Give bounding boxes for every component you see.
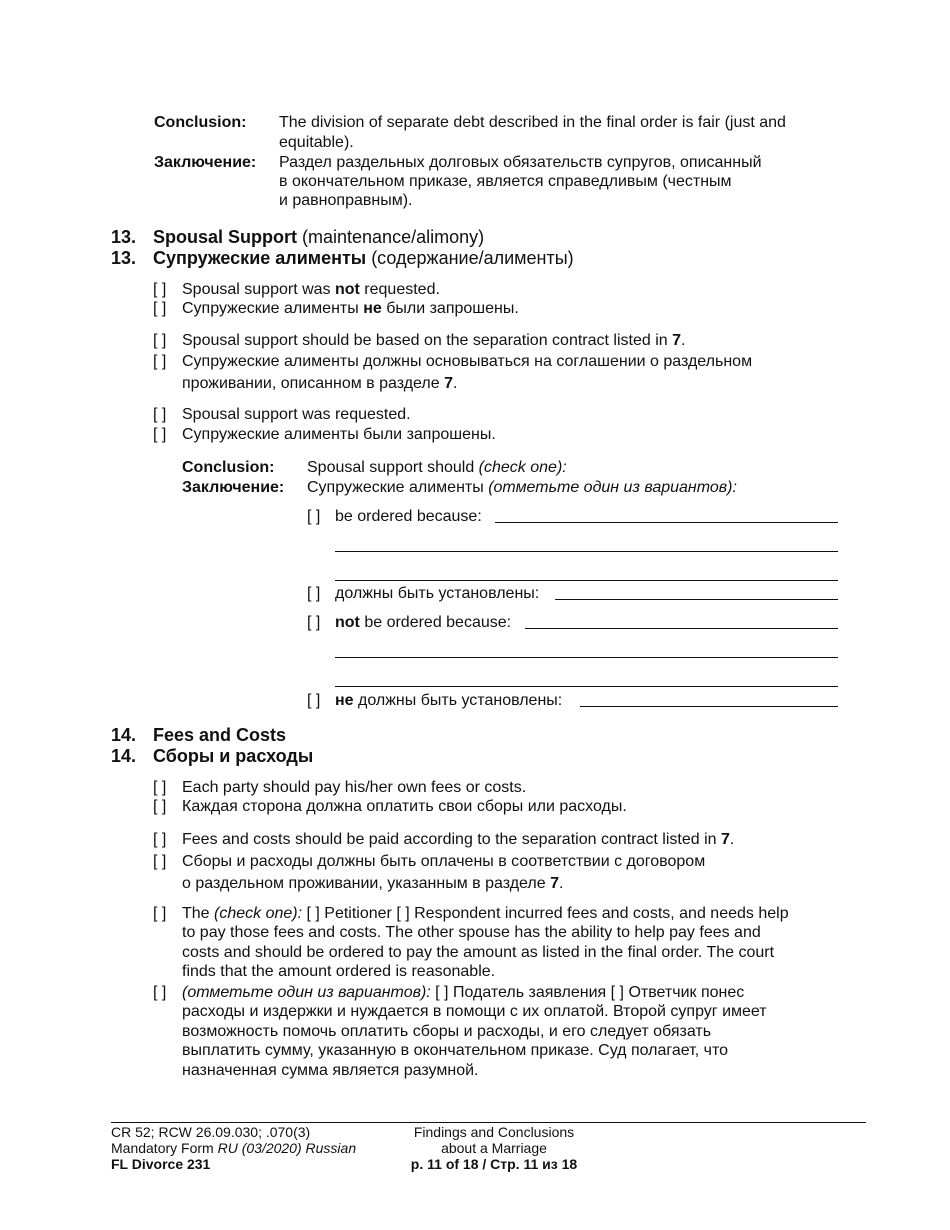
conclusion-13-label-en: Conclusion: [182, 459, 275, 476]
section-13-title-ru-bold: Супружеские алименты [153, 248, 367, 268]
option-14-incurred-fees-ru-3: возможность помочь оплатить сборы и расходы, и его следует обязать [182, 1023, 712, 1040]
t: . [729, 831, 735, 848]
t-italic: (check one): [478, 459, 567, 476]
checkbox-14-separation-contract-ru[interactable]: [ ] [153, 853, 167, 870]
t-bold: 7 [444, 375, 453, 392]
footer-page-number: p. 11 of 18 / Стр. 11 из 18 [410, 1156, 578, 1172]
t: Spousal support was [182, 281, 335, 298]
section-13-title-en-paren: (maintenance/alimony) [302, 227, 485, 247]
option-14-incurred-fees-en-4: finds that the amount ordered is reasonable. [182, 963, 496, 980]
section-13-title-ru [153, 249, 574, 268]
footer-form-version [111, 1140, 356, 1156]
section-13-title-ru-paren: (содержание/алименты) [371, 248, 574, 268]
blank-13-be-ordered-3[interactable] [335, 580, 838, 581]
section-13-number-ru: 13. [111, 248, 137, 268]
conclusion-13-text-en [307, 458, 567, 477]
t: Супружеские алименты [182, 300, 364, 317]
option-13-separation-contract-ru-1: Супружеские алименты должны основываться на соглашении о раздельном [182, 353, 753, 370]
t-bold: 7 [550, 875, 559, 892]
option-14-separation-contract-ru-2 [182, 874, 563, 893]
t: о раздельном проживании, указанным в разделе [182, 875, 551, 892]
conclusion-13-text-ru [307, 478, 737, 497]
checkbox-14-incurred-fees-en[interactable]: [ ] [153, 905, 167, 922]
t: Mandatory Form [111, 1140, 218, 1156]
checkbox-13-be-ordered-ru[interactable]: [ ] [307, 585, 321, 602]
t: проживании, описанном в разделе [182, 375, 445, 392]
section-14-title-en: Fees and Costs [153, 725, 287, 745]
t: Супружеские алименты [307, 479, 489, 496]
option-14-own-fees-ru: Каждая сторона должна оплатить свои сборы или расходы. [182, 798, 627, 815]
option-14-incurred-fees-en-1 [182, 904, 789, 923]
t-bold: не [335, 692, 354, 709]
checkbox-13-be-ordered-en[interactable]: [ ] [307, 508, 321, 525]
label-13-be-ordered-ru: должны быть установлены: [335, 585, 540, 602]
blank-13-be-ordered-2[interactable] [335, 551, 838, 552]
t-bold: не [363, 300, 382, 317]
checkbox-13-not-ordered-ru[interactable]: [ ] [307, 692, 321, 709]
footer-title-2: about a Marriage [441, 1140, 547, 1156]
option-14-incurred-fees-ru-4: выплатить сумму, указанную в окончательном приказе. Суд полагает, что [182, 1042, 728, 1059]
option-13-separation-contract-ru-2 [182, 374, 457, 393]
conclusion-text-ru-3: и равноправным). [279, 192, 413, 209]
conclusion-text-ru-1: Раздел раздельных долговых обязательств супругов, описанный [279, 154, 762, 171]
option-14-incurred-fees-ru-1 [182, 983, 744, 1002]
blank-13-be-ordered-1[interactable] [495, 522, 838, 523]
section-14-number-en: 14. [111, 725, 137, 745]
footer-divider [111, 1122, 866, 1123]
checkbox-14-separation-contract-en[interactable]: [ ] [153, 831, 167, 848]
option-14-separation-contract-ru-1: Сборы и расходы должны быть оплачены в соответствии с договором [182, 853, 706, 870]
t: Spousal support should [307, 459, 479, 476]
t-italic: (отметьте один из вариантов): [182, 984, 431, 1001]
section-13-number-en: 13. [111, 227, 137, 247]
conclusion-text-en-1: The division of separate debt described in the final order is fair (just and [279, 114, 786, 131]
section-13-title-en-bold: Spousal Support [153, 227, 297, 247]
conclusion-label-en: Conclusion: [154, 114, 247, 131]
t: [ ] Податель заявления [ ] Ответчик понес [430, 984, 745, 1001]
section-14-number-ru: 14. [111, 746, 137, 766]
t-italic: (check one): [214, 905, 303, 922]
blank-13-not-ordered-2[interactable] [335, 657, 838, 658]
checkbox-13-not-ordered-en[interactable]: [ ] [307, 614, 321, 631]
t-italic: RU (03/2020) Russian [217, 1140, 357, 1156]
conclusion-text-en-2: equitable). [279, 134, 354, 151]
option-13-requested-en: Spousal support was requested. [182, 406, 411, 423]
blank-13-not-ordered-3[interactable] [335, 686, 838, 687]
t-bold: 7 [721, 831, 730, 848]
t: Fees and costs should be paid according to the separation contract listed in [182, 831, 721, 848]
checkbox-14-own-fees-ru[interactable]: [ ] [153, 798, 167, 815]
footer-citation: CR 52; RCW 26.09.030; .070(3) [111, 1124, 311, 1140]
checkbox-13-requested-ru[interactable]: [ ] [153, 426, 167, 443]
checkbox-14-incurred-fees-ru[interactable]: [ ] [153, 984, 167, 1001]
checkbox-13-not-requested-ru[interactable]: [ ] [153, 300, 167, 317]
option-13-not-requested-ru [182, 299, 519, 318]
t-bold: 7 [672, 332, 682, 349]
option-14-own-fees-en: Each party should pay his/her own fees or costs. [182, 779, 527, 796]
blank-13-not-ordered-ru[interactable] [580, 706, 838, 707]
checkbox-13-requested-en[interactable]: [ ] [153, 406, 167, 423]
option-14-incurred-fees-en-2: to pay those fees and costs. The other spouse has the ability to help pay fees and [182, 924, 761, 941]
checkbox-13-separation-contract-ru[interactable]: [ ] [153, 353, 167, 370]
checkbox-13-not-requested-en[interactable]: [ ] [153, 281, 167, 298]
t-bold: not [334, 281, 360, 298]
t: . [559, 875, 564, 892]
t: be ordered because: [359, 614, 512, 631]
t: [ ] Petitioner [ ] Respondent incurred fees and costs, and needs help [302, 905, 789, 922]
t: . [681, 332, 686, 349]
conclusion-text-ru-2: в окончательном приказе, является справедливым (честным [279, 173, 732, 190]
option-13-separation-contract-en [182, 331, 685, 350]
blank-13-not-ordered-1[interactable] [525, 628, 838, 629]
footer-title-1: Findings and Conclusions [413, 1124, 575, 1140]
t: Spousal support should be based on the separation contract listed in [182, 332, 673, 349]
checkbox-13-separation-contract-en[interactable]: [ ] [153, 332, 167, 349]
section-13-title-en [153, 228, 484, 247]
option-14-separation-contract-en [182, 830, 734, 849]
option-13-not-requested-en [182, 280, 440, 299]
t: requested. [359, 281, 440, 298]
t: должны быть установлены: [353, 692, 563, 709]
option-14-incurred-fees-ru-5: назначенная сумма является разумной. [182, 1062, 479, 1079]
blank-13-be-ordered-ru[interactable] [555, 599, 838, 600]
t-italic: (отметьте один из вариантов): [488, 479, 737, 496]
label-13-not-ordered-en [335, 613, 511, 632]
footer-form-id: FL Divorce 231 [111, 1156, 211, 1172]
t: . [453, 375, 458, 392]
option-14-incurred-fees-en-3: costs and should be ordered to pay the amount as listed in the final order. The court [182, 944, 775, 961]
section-14-title-ru: Сборы и расходы [153, 746, 314, 766]
label-13-not-ordered-ru [335, 691, 562, 710]
option-14-incurred-fees-ru-2: расходы и издержки и нуждается в помощи с их оплатой. Второй супруг имеет [182, 1003, 767, 1020]
t: The [182, 905, 215, 922]
conclusion-label-ru: Заключение: [154, 154, 257, 171]
checkbox-14-own-fees-en[interactable]: [ ] [153, 779, 167, 796]
t: были запрошены. [381, 300, 519, 317]
option-13-requested-ru: Супружеские алименты были запрошены. [182, 426, 496, 443]
conclusion-13-label-ru: Заключение: [182, 479, 285, 496]
label-13-be-ordered-en: be ordered because: [335, 508, 482, 525]
t-bold: not [335, 614, 360, 631]
